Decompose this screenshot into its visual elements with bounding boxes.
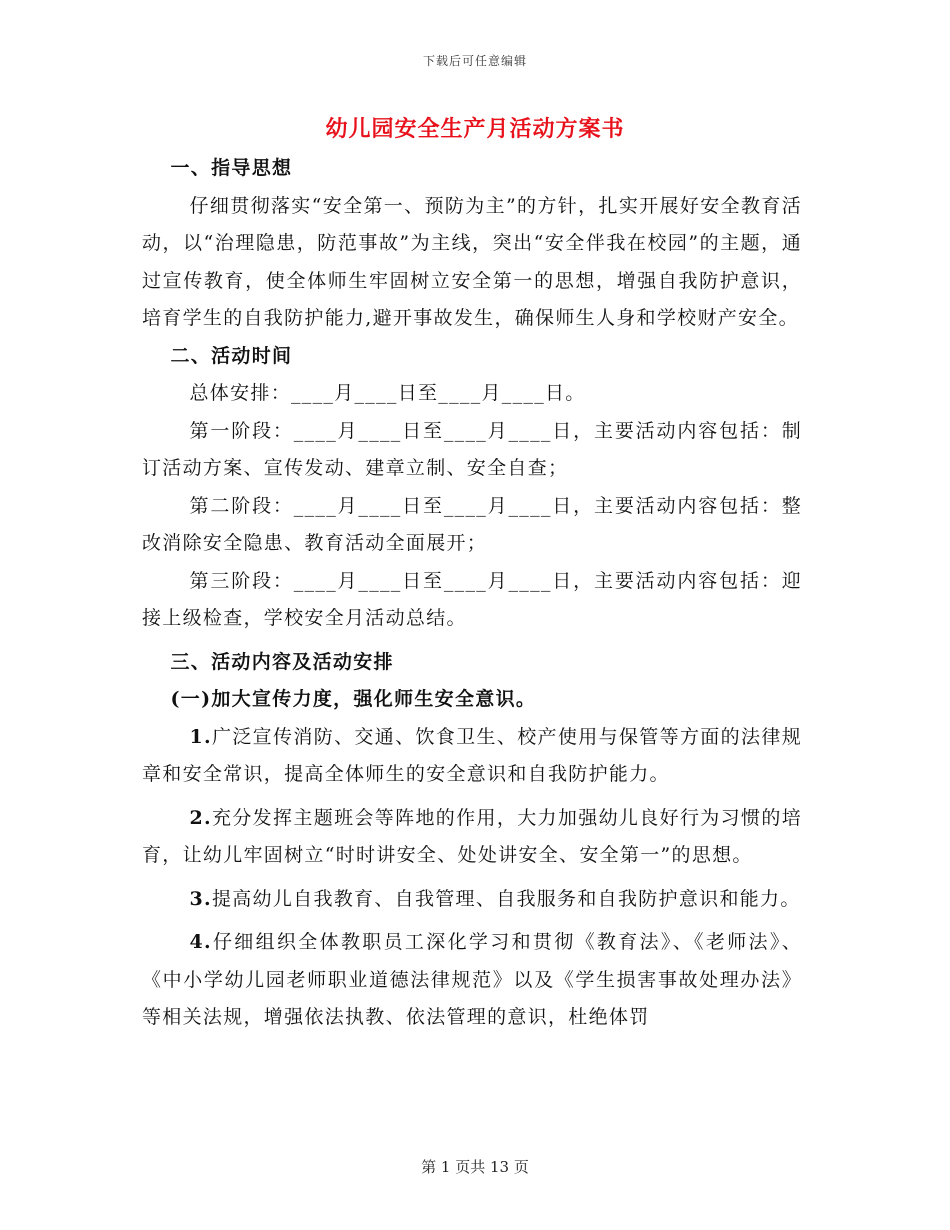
document-title: 幼儿园安全生产月活动方案书 [325,116,625,142]
section-heading-guiding-ideology: 一、指导思想 [170,157,293,179]
paragraph-phase-two: 第二阶段：____月____日至____月____日，主要活动内容包括：整改消除安全隐患、教育活动全面展开； [142,494,802,554]
item-number: 2. [189,806,212,829]
paragraph-guiding-ideology: 仔细贯彻落实“安全第一、预防为主”的方针，扎实开展好安全教育活动，以“治理隐患，防范事故”为主线，突出“安全伴我在校园”的主题，通过宣传教育，使全体师生牢固树立安全第一的思想，增强自我防护意识，培育学生的自我防护能力,避开事故发生，确保师生人身和学校财产安全。 [142,194,802,329]
page-header: 下载后可任意编辑 [422,54,527,68]
item-text: 提高幼儿自我教育、自我管理、自我服务和自我防护意识和能力。 [211,887,801,910]
list-item [142,881,802,919]
item-text: 广泛宣传消防、交通、饮食卫生、校产使用与保管等方面的法律规章和安全常识，提高全体师生的安全意识和自我防护能力。 [142,725,802,785]
item-text: 仔细组织全体教职员工深化学习和贯彻《教育法》、《老师法》、《中小学幼儿园老师职业道德法律规范》以及《学生损害事故处理办法》等相关法规，增强依法执教、依法管理的意识，杜绝体罚 [142,931,802,1028]
list-item [142,719,802,794]
paragraph-phase-three: 第三阶段：____月____日至____月____日，主要活动内容包括：迎接上级检查，学校安全月活动总结。 [142,569,802,629]
item-number: 3. [189,887,212,910]
section-heading-activity-content: 三、活动内容及活动安排 [170,650,394,673]
document-body [142,150,802,1037]
list-item [142,800,802,875]
page-number-footer: 第 1 页共 13 页 [421,1158,529,1176]
paragraph-overall-schedule: 总体安排：____月____日至____月____日。 [189,382,586,404]
item-number: 1. [189,725,212,748]
item-text: 充分发挥主题班会等阵地的作用，大力加强幼儿良好行为习惯的培育，让幼儿牢固树立“时时讲安全、处处讲安全、安全第一”的思想。 [142,806,802,866]
section-heading-activity-time: 二、活动时间 [170,344,293,367]
item-number: 4. [189,931,212,953]
paragraph-phase-one: 第一阶段：____月____日至____月____日，主要活动内容包括：制订活动方案、宣传发动、建章立制、安全自查； [142,419,802,479]
subheading-publicity: (一)加大宣传力度，强化师生安全意识。 [170,688,537,710]
list-item [142,924,802,1037]
